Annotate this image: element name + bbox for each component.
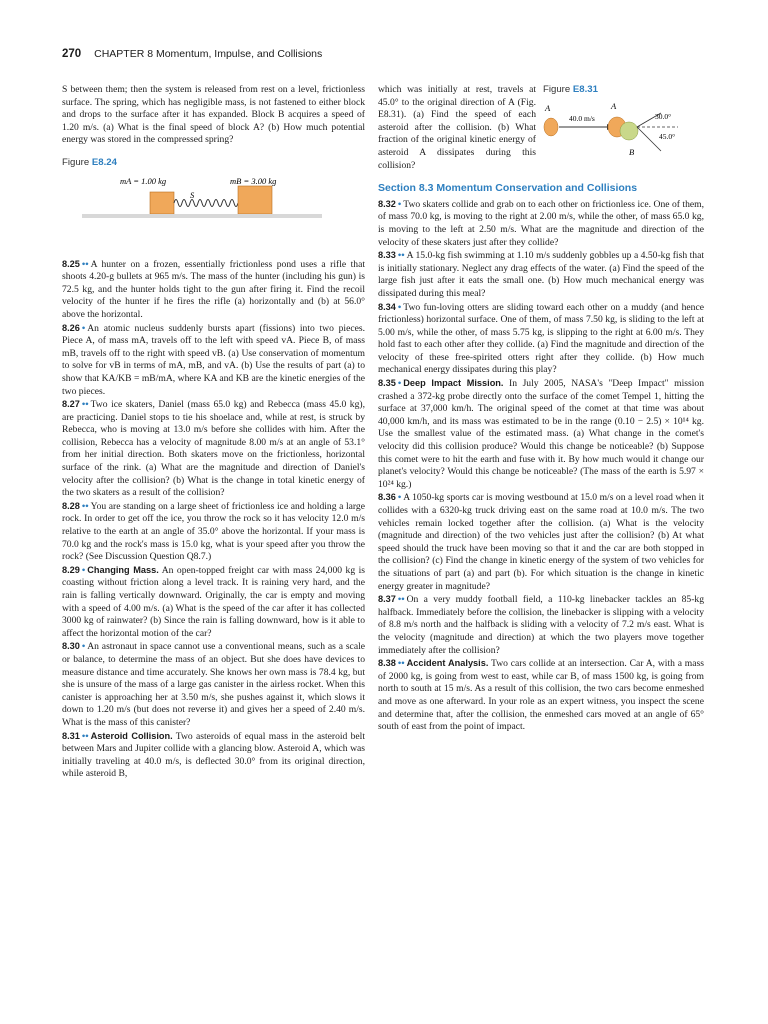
left-problem-list (62, 258, 365, 781)
mass-b-label: mB = 3.00 kg (230, 175, 277, 186)
angle-b-label: 45.0° (659, 132, 676, 141)
problem-text: Two ice skaters, Daniel (mass 65.0 kg) and Rebecca (mass 45.0 kg), are practicing. Daniel stops to tie his shoelace and, while at rest, is struck by Rebecca, who is moving at 13.0 m/s before she collides with him. After the collision, Rebecca has a velocity of magnitude 8.00 m/s at an angle of 53.1° from her initial direction. Both skaters move on the frictionless, horizontal surface of the rink. (a) What are the magnitude and direction of Daniel's velocity after the collision? (b) What is the change in total kinetic energy of the two skaters as a result of the collision? (62, 399, 365, 499)
problem-8-28 (62, 500, 365, 564)
figure-prefix: Figure (62, 156, 90, 168)
difficulty-dots: • (397, 301, 402, 313)
problem-text: Two asteroids of equal mass in the asteroid belt between Mars and Jupiter collide with a glancing blow. Asteroid A, which was initially traveling at 40.0 m/s, is deflected 30.0° from its original direction, while asteroid B, (62, 730, 365, 780)
compressed-spring (174, 199, 238, 206)
problem-title: Accident Analysis. (406, 658, 489, 669)
block-b (238, 186, 272, 214)
figure-e8-31-diagram (543, 95, 713, 177)
figure-e8-31-label (543, 84, 713, 95)
problem-text: Two fun-loving otters are sliding toward each other on a muddy (and hence frictionless) horizontal surface. One of them, of mass 7.50 kg, is sliding to the left at 5.00 m/s, while the other, of mass 5.75 kg, is slipping to the right at 6.00 m/s. They hold fast to each other after they collide. (a) Find the magnitude and direction of the velocity of these free-spirited otters right after they collide. (b) How much mechanical energy dissipates during this play? (378, 301, 704, 376)
asteroid-a-initial-label: A (545, 103, 551, 113)
problem-number: 8.35 (378, 378, 396, 389)
problem-8-27 (62, 398, 365, 500)
figure-prefix: Figure (543, 84, 571, 95)
chapter-title: CHAPTER 8 Momentum, Impulse, and Collisions (94, 48, 323, 60)
difficulty-dots: •• (397, 658, 405, 670)
problem-number: 8.33 (378, 250, 396, 261)
problem-text: A 15.0-kg fish swimming at 1.10 m/s suddenly gobbles up a 4.50-kg fish that is initially stationary. Neglect any drag effects of the water. (a) Find the speed of the large fish just after it eats the small one. (b) How much mechanical energy was dissipated during this meal? (378, 250, 704, 299)
figure-e8-24-diagram (62, 174, 365, 250)
difficulty-dots: •• (81, 399, 89, 411)
left-intro-text: S between them; then the system is released from rest on a level, frictionless surface. The spring, which has negligible mass, is not fastened to either block and drops to the surface after it has expanded. Block B acquires a speed of 1.20 m/s. (a) What is the final speed of block A? (b) How much potential energy was stored in the compressed spring? (62, 84, 365, 146)
problem-8-38 (378, 657, 704, 734)
difficulty-dots: • (397, 198, 402, 210)
problem-8-26 (62, 322, 365, 399)
figure-number: E8.24 (91, 156, 117, 168)
problem-8-31 (62, 730, 365, 781)
difficulty-dots: •• (81, 500, 89, 512)
page-header (62, 48, 722, 64)
problem-8-32 (378, 198, 704, 249)
difficulty-dots: • (81, 322, 86, 334)
problem-title: Changing Mass. (87, 564, 159, 575)
spring-label: S (190, 189, 195, 200)
problem-text: An astronaut in space cannot use a conventional means, such as a scale or balance, to determine the mass of an object. But she does have devices to measure distance and time accurately. She knows her own mass is 78.4 kg, but she is unsure of the mass of a large gas canister in the airless rocket. When this canister is approaching her at 3.50 m/s, she pushes against it, which slows it down to 1.20 m/s (but does not reverse it) and gives her a speed of 2.40 m/s. What is the mass of this canister? (62, 641, 365, 728)
difficulty-dots: • (81, 564, 86, 576)
problem-title: Asteroid Collision. (90, 730, 173, 741)
page-number: 270 (62, 48, 82, 60)
problem-8-29 (62, 564, 365, 641)
frictionless-surface (82, 214, 322, 218)
problem-8-37 (378, 593, 704, 657)
direction-b (637, 127, 661, 151)
asteroid-a-initial (544, 118, 558, 136)
problem-8-25 (62, 258, 365, 322)
problem-number: 8.31 (62, 730, 80, 741)
problem-number: 8.27 (62, 399, 80, 410)
figure-e8-24-label (62, 157, 365, 170)
difficulty-dots: • (397, 492, 402, 504)
problem-number: 8.26 (62, 322, 80, 333)
difficulty-dots: •• (81, 730, 89, 742)
difficulty-dots: •• (397, 250, 405, 262)
problem-text: A hunter on a frozen, essentially frictionless pond uses a rifle that shoots 4.20-g bullets at 965 m/s. The mass of the hunter (including his gun) is 72.5 kg, and the hunter holds tight to the gun after firing it. Find the recoil velocity of the hunter if he fires the rifle (a) horizontally and (b) at 56.0° above the horizontal. (62, 258, 365, 320)
difficulty-dots: •• (397, 594, 405, 606)
difficulty-dots: •• (81, 258, 89, 270)
figure-number: E8.31 (572, 84, 598, 95)
problem-8-30 (62, 640, 365, 729)
figure-e8-31 (543, 84, 713, 184)
problem-8-35 (378, 377, 704, 491)
mass-a-label: mA = 1.00 kg (120, 175, 167, 186)
problem-text: An atomic nucleus suddenly bursts apart (fissions) into two pieces. Piece A, of mass mA, travels off to the left with speed vA. Piece B, of mass mB, travels off to the right with speed vB. (a) Use conservation of momentum to solve for vB in terms of mA, mB, and vA. (b) Use the results of part (a) to show that KA/KB = mB/mA, where KA and KB are the kinetic energies of the two pieces. (62, 322, 365, 397)
problem-number: 8.36 (378, 492, 396, 503)
problem-number: 8.28 (62, 500, 80, 511)
angle-a-label: 30.0° (655, 112, 672, 121)
asteroid-a-final-label: A (611, 101, 617, 111)
right-problem-list (378, 198, 704, 734)
problem-text: A 1050-kg sports car is moving westbound at 15.0 m/s on a level road when it collides with a 6320-kg truck driving east on the same road at 10.0 m/s. The two vehicles remain locked together after the collision. (a) What is the velocity (magnitude and direction) of the two vehicles just after the collision? (b) At what speed should the truck have been moving so that it and the car are both stopped in the collision? (c) Find the change in kinetic energy of the system of two vehicles for the situations of part (a) and part (b). For which situation is the change in kinetic energy greater in magnitude? (378, 492, 704, 592)
problem-number: 8.32 (378, 198, 396, 209)
figure-e8-24 (62, 174, 365, 250)
problem-text: Two cars collide at an intersection. Car A, with a mass of 2000 kg, is going from west to east, while car B, of mass 1500 kg, is going from north to south at 15 m/s. As a result of this collision, the two cars become enmeshed and move as one afterward. In your role as an expert witness, you inspect the scene and determine that, after the collision, the enmeshed cars moved at an angle of 65° south of east from the point of impact. (378, 658, 704, 733)
problem-number: 8.34 (378, 301, 396, 312)
problem-number: 8.30 (62, 641, 80, 652)
right-intro-text: which was initially at rest, travels at 45.0° to the original direction of A (Fig. E8.31). (a) Find the speed of each asteroid after the collision. (b) What fraction of the original kinetic energy of asteroid A dissipates during this collision? (378, 84, 536, 171)
problem-8-33 (378, 249, 704, 300)
section-heading: Section 8.3 Momentum Conservation and Collisions (378, 182, 638, 195)
problem-8-34 (378, 301, 704, 378)
left-column (62, 84, 365, 781)
block-a (150, 192, 174, 214)
problem-text: In July 2005, NASA's "Deep Impact" mission crashed a 372-kg probe directly onto the surface of the comet Tempel 1, hitting the surface at 37,000 km/h. The original speed of the comet at that time was about 40,000 km/h, and its mass was estimated to be in the range (0.10 − 2.5) × 10¹⁴ kg. Use the smallest value of the estimated mass. (a) What change in the comet's velocity did this collision produce? Would this change be noticeable? (b) Suppose this comet were to hit the earth and fuse with it. By how much would it change our planet's velocity? Would this change be noticeable? (The mass of the earth is 5.97 × 10²⁴ kg.) (378, 378, 704, 490)
problem-text: You are standing on a large sheet of frictionless ice and holding a large rock. In order to get off the ice, you throw the rock so it has velocity 12.0 m/s relative to the earth at an angle of 35.0° above the horizontal. If your mass is 70.0 kg and the rock's mass is 15.0 kg, what is your speed after you throw the rock? (See Discussion Question Q8.7.) (62, 500, 365, 563)
difficulty-dots: • (397, 378, 402, 390)
problem-text: On a very muddy football field, a 110-kg linebacker tackles an 85-kg halfback. Immediately before the collision, the linebacker is slipping with a velocity of 8.8 m/s north and the halfback is sliding with a velocity of 7.2 m/s east. What is the velocity (magnitude and direction) at which the two players move together immediately after the collision? (378, 594, 704, 656)
problem-number: 8.38 (378, 658, 396, 669)
problem-title: Deep Impact Mission. (403, 378, 504, 389)
difficulty-dots: • (81, 641, 86, 653)
asteroid-b-label: B (629, 147, 635, 157)
problem-text: Two skaters collide and grab on to each other on frictionless ice. One of them, of mass 70.0 kg, is moving to the right at 2.00 m/s, while the other, of mass 65.0 kg, is moving to the left at 2.50 m/s. What are the magnitude and direction of the velocity of these skaters just after they collide? (378, 198, 704, 248)
problem-number: 8.25 (62, 258, 80, 269)
problem-text: An open-topped freight car with mass 24,000 kg is coasting without friction along a level track. It is raining very hard, and the rain is falling vertically downward. Originally, the car is empty and moving with a speed of 4.00 m/s. (a) What is the speed of the car after it has collected 3000 kg of rainwater? (b) Since the rain is falling downward, how is it able to affect the horizontal motion of the car? (62, 564, 365, 639)
problem-8-36 (378, 491, 704, 593)
speed-label: 40.0 m/s (569, 114, 595, 123)
problem-number: 8.37 (378, 594, 396, 605)
asteroid-b (620, 122, 638, 140)
problem-number: 8.29 (62, 564, 80, 575)
